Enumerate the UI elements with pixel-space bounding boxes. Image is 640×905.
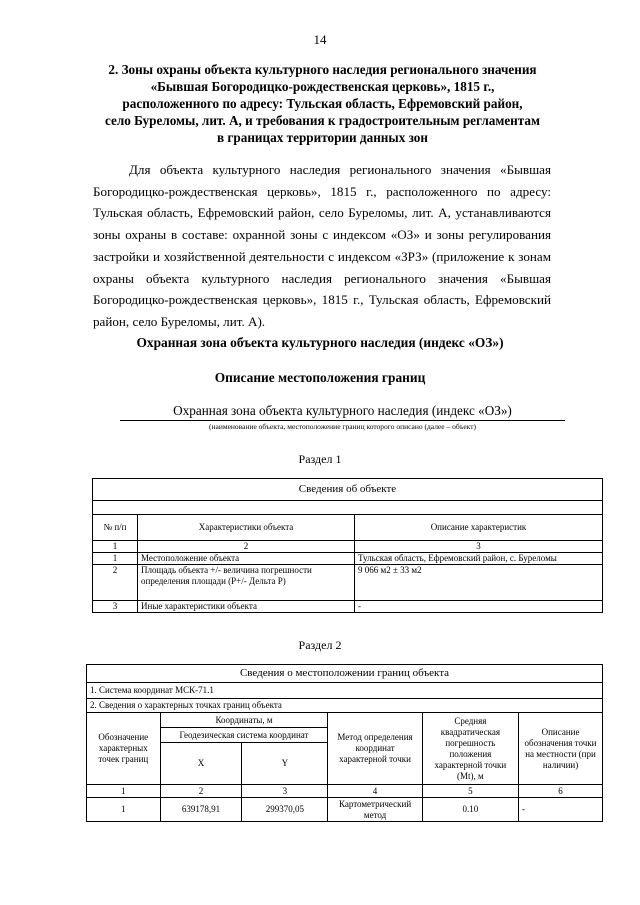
- header-num: 5: [422, 785, 518, 798]
- cell: -: [355, 601, 603, 613]
- header-cell: № п/п: [93, 515, 138, 541]
- cell: Местоположение объекта: [138, 553, 355, 565]
- zone-heading: Охранная зона объекта культурного наследия (индекс «ОЗ»): [136, 335, 504, 350]
- cell: 1: [93, 553, 138, 565]
- object-info-table: [92, 478, 603, 613]
- table-title: Сведения о местоположении границ объекта: [87, 665, 603, 683]
- title-line: село Буреломы, лит. А, и требования к градостроительным регламентам: [104, 113, 540, 128]
- object-name: Охранная зона объекта культурного наследия (индекс «ОЗ»): [120, 403, 565, 421]
- header-cell: Обозначение характерных точек границ: [87, 713, 161, 785]
- header-cell: Описание обозначения точки на местности (при наличии): [519, 713, 603, 785]
- header-cell: Геодезическая система координат: [160, 728, 328, 743]
- intro-paragraph: [93, 159, 551, 333]
- cell: 9 066 м2 ± 33 м2: [355, 565, 603, 601]
- header-num: 1: [87, 785, 161, 798]
- cell: 2: [93, 565, 138, 601]
- object-caption: (наименование объекта, местоположение границ которого описано (далее – объект): [208, 422, 476, 431]
- header-num: 3: [242, 785, 328, 798]
- cell: Тульская область, Ефремовский район, с. Буреломы: [355, 553, 603, 565]
- table-row: [93, 601, 603, 613]
- header-num: 2: [160, 785, 242, 798]
- section2-label: Раздел 2: [298, 638, 342, 652]
- table-title: Сведения об объекте: [93, 479, 603, 501]
- paragraph-text: Для объекта культурного наследия регионального значения «Бывшая Богородицко-рождественская церковь», 1815 г., расположенного по адресу: Тульская область, Ефремовский район, село Буреломы, лит. А, устанавливаются зоны охраны в составе: охранной зоны с индексом «ОЗ» и зоны регулирования застройки и хозяйственной деятельности с индексом «ЗРЗ» (приложение к зонам охраны объекта культурного наследия регионального значения «Бывшая Богородицко-рождественская церковь», 1815 г., Тульская область, Ефремовский район, село Буреломы, лит. А).: [93, 162, 551, 329]
- header-cell: Описание характеристик: [355, 515, 603, 541]
- page-number: 14: [313, 32, 327, 47]
- spacer-row: [93, 501, 603, 515]
- header-cell: Y: [242, 743, 328, 785]
- title-line: «Бывшая Богородицко-рождественская церковь», 1815 г.,: [150, 79, 495, 94]
- cell: 3: [93, 601, 138, 613]
- cell: 299370,05: [242, 798, 328, 822]
- header-cell: Характеристики объекта: [138, 515, 355, 541]
- title-line: 2. Зоны охраны объекта культурного наследия регионального значения: [108, 62, 537, 77]
- cell: Площадь объекта +/- величина погрешности определения площади (Р+/- Дельта Р): [138, 565, 355, 601]
- section1-label: Раздел 1: [298, 452, 342, 466]
- cell: 0.10: [422, 798, 518, 822]
- table-row: [93, 565, 603, 601]
- header-num: 2: [138, 541, 355, 553]
- coord-system: 1. Система координат МСК-71.1: [87, 683, 603, 699]
- cell: 639178,91: [160, 798, 242, 822]
- header-num: 1: [93, 541, 138, 553]
- cell: Иные характеристики объекта: [138, 601, 355, 613]
- header-num: 6: [519, 785, 603, 798]
- table-row: [87, 798, 603, 822]
- header-cell: Координаты, м: [160, 713, 328, 728]
- boundary-table: [86, 664, 603, 822]
- boundary-heading: Описание местоположения границ: [214, 370, 426, 385]
- points-info: 2. Сведения о характерных точках границ объекта: [87, 699, 603, 713]
- header-num: 3: [355, 541, 603, 553]
- header-cell: Средняя квадратическая погрешность положения характерной точки (Mt), м: [422, 713, 518, 785]
- table-row: [93, 553, 603, 565]
- cell: -: [519, 798, 603, 822]
- header-cell: Метод определения координат характерной точки: [328, 713, 422, 785]
- title-line: расположенного по адресу: Тульская область, Ефремовский район,: [122, 96, 523, 111]
- cell: 1: [87, 798, 161, 822]
- title-line: в границах территории данных зон: [217, 130, 428, 145]
- header-cell: X: [160, 743, 242, 785]
- cell: Картометрический метод: [328, 798, 422, 822]
- header-num: 4: [328, 785, 422, 798]
- section-title: [85, 61, 560, 146]
